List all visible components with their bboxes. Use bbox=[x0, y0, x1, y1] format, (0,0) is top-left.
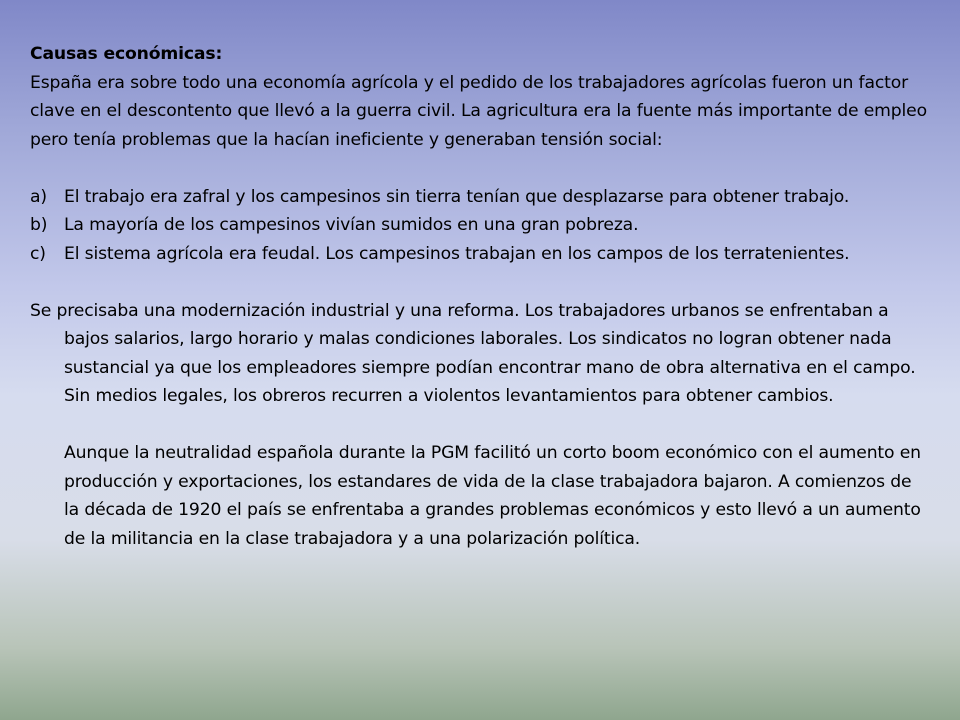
list-item-text: El sistema agrícola era feudal. Los campesinos trabajan en los campos de los terratenientes. bbox=[64, 243, 850, 264]
list-item-text: El trabajo era zafral y los campesinos sin tierra tenían que desplazarse para obtener trabajo. bbox=[64, 186, 850, 207]
list-item bbox=[30, 211, 930, 240]
modernization-paragraph: Se precisaba una modernización industrial y una reforma. Los trabajadores urbanos se enfrentaban a bajos salarios, largo horario y malas condiciones laborales. Los sindicatos no logran obtener nada sustancial ya que los empleadores siempre podían encontrar mano de obra alternativa en el campo. Sin medios legales, los obreros recurren a violentos levantamientos para obtener cambios. bbox=[30, 300, 916, 406]
list-marker: a) bbox=[30, 186, 47, 207]
spacer bbox=[30, 154, 930, 183]
list-marker: b) bbox=[30, 215, 48, 235]
list-marker: c) bbox=[30, 243, 46, 264]
spacer bbox=[30, 411, 930, 440]
list-item bbox=[30, 240, 930, 269]
intro-paragraph: España era sobre todo una economía agrícola y el pedido de los trabajadores agrícolas fueron un factor clave en el descontento que llevó a la guerra civil. La agricultura era la fuente más importante de empleo pero tenía problemas que la hacían ineficiente y generaban tensión social: bbox=[30, 72, 927, 150]
spacer bbox=[30, 268, 930, 297]
slide-content bbox=[30, 40, 930, 553]
list-item bbox=[30, 183, 930, 212]
section-heading: Causas económicas: bbox=[30, 44, 223, 64]
neutrality-paragraph: Aunque la neutralidad española durante la PGM facilitó un corto boom económico con el aumento en producción y exportaciones, los estandares de vida de la clase trabajadora bajaron. A comienzos de la década de 1920 el país se enfrentaba a grandes problemas económicos y esto llevó a un aumento de la militancia en la clase trabajadora y a una polarización política. bbox=[64, 443, 921, 549]
causes-list bbox=[30, 183, 930, 269]
list-item-text: La mayoría de los campesinos vivían sumidos en una gran pobreza. bbox=[64, 215, 639, 235]
